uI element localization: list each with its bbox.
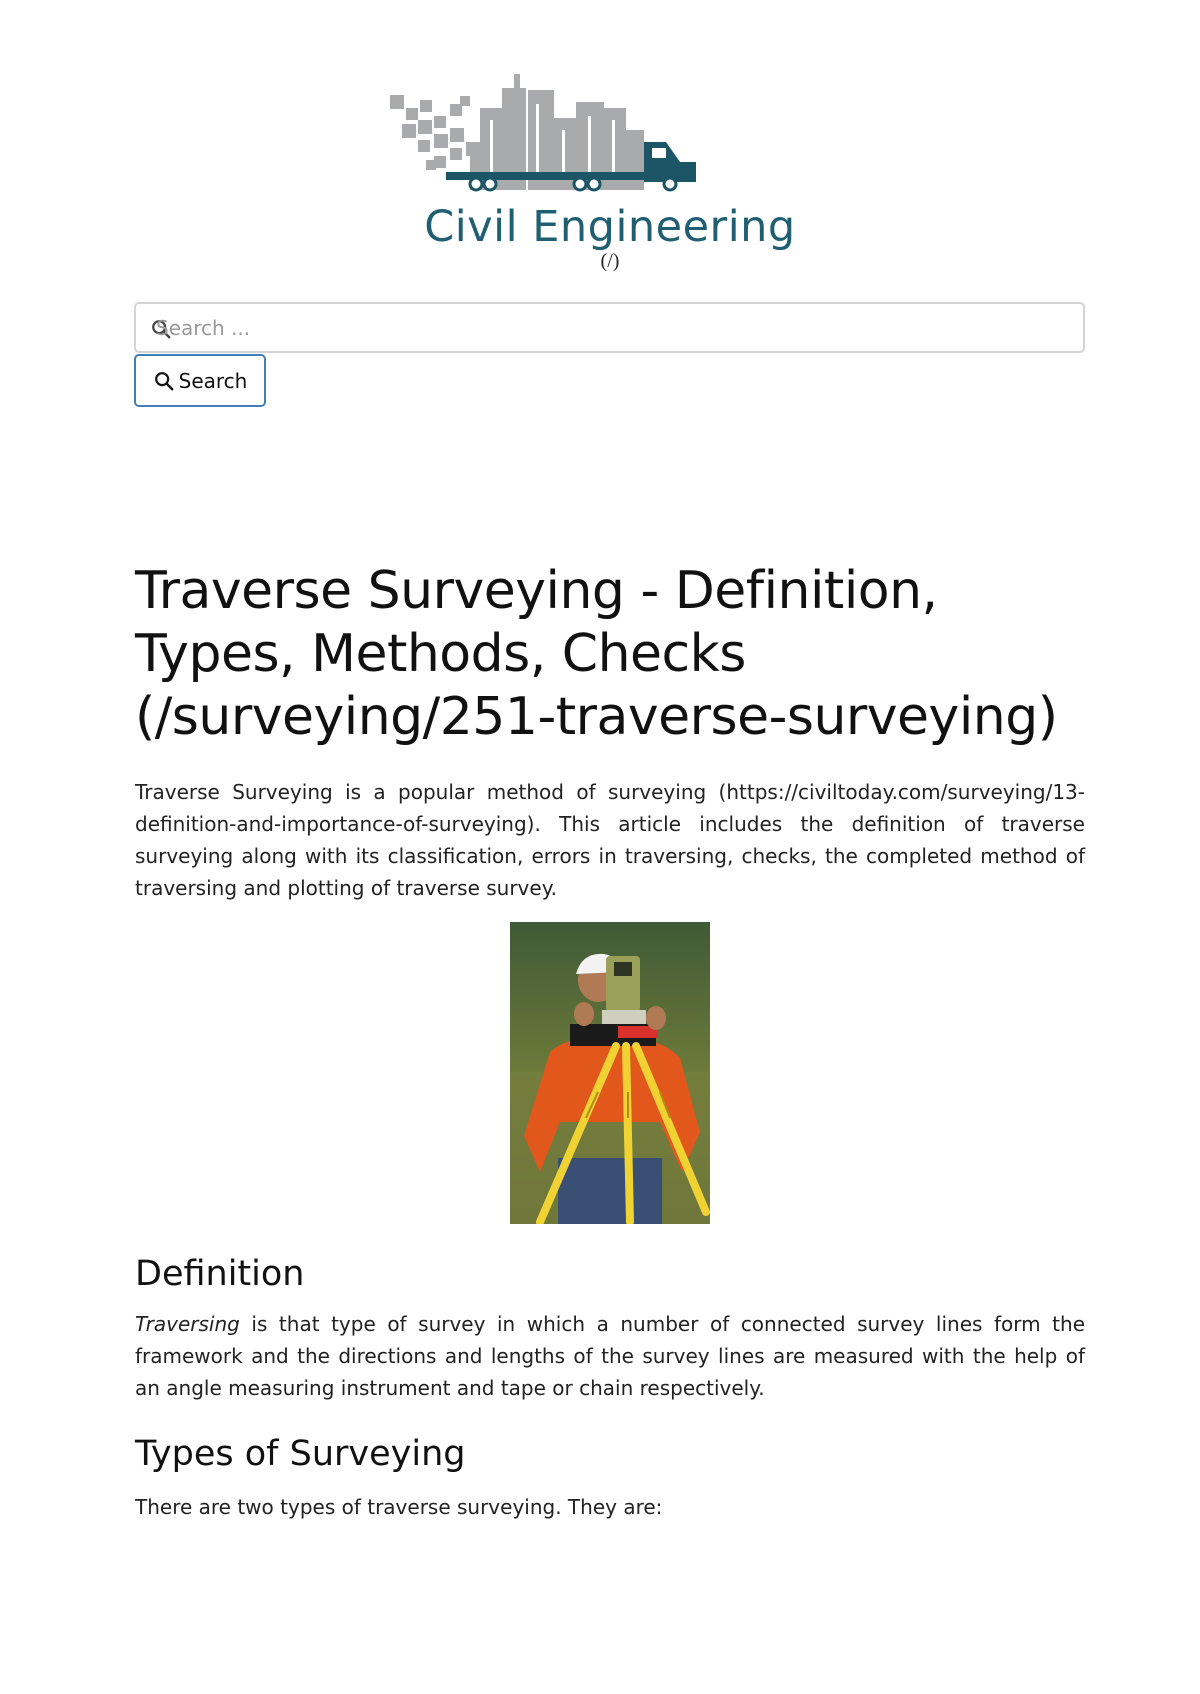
search-box: [134, 302, 1085, 353]
definition-emphasis: Traversing: [135, 1312, 240, 1336]
surveyor-with-theodolite-photo-icon: [510, 922, 710, 1224]
definition-paragraph: [135, 1308, 1085, 1404]
search-button-label: Search: [178, 368, 248, 393]
article: [135, 560, 1085, 1523]
search-button[interactable]: [134, 354, 266, 407]
logo-text: Civil Engineering: [424, 202, 796, 252]
surveyor-photo: [510, 922, 710, 1224]
logo-link[interactable]: (/): [600, 250, 620, 272]
search-icon: [153, 370, 175, 392]
section-heading-types: Types of Surveying: [135, 1434, 466, 1474]
intro-paragraph: Traverse Surveying is a popular method of surveying (https://civiltoday.com/surveying/13-definition-and-importance-of-surveying). This article includes the definition of traverse surveying along with its classification, errors in traversing, checks, the completed method of traversing and plotting of traverse survey.: [135, 780, 1085, 900]
search-input[interactable]: [156, 304, 1056, 351]
site-logo[interactable]: [390, 60, 830, 270]
page-title[interactable]: Traverse Surveying - Definition, Types, Methods, Checks (/surveying/251-traverse-surveying): [135, 561, 1058, 747]
types-paragraph: There are two types of traverse surveying. They are:: [135, 1495, 663, 1519]
section-heading-definition: Definition: [135, 1254, 305, 1294]
definition-text: is that type of survey in which a number of connected survey lines form the framework and the directions and lengths of the survey lines are measured with the help of an angle measuring instrument and tape or chain respectively.: [135, 1312, 1085, 1400]
city-truck-logo-icon: [390, 60, 830, 210]
